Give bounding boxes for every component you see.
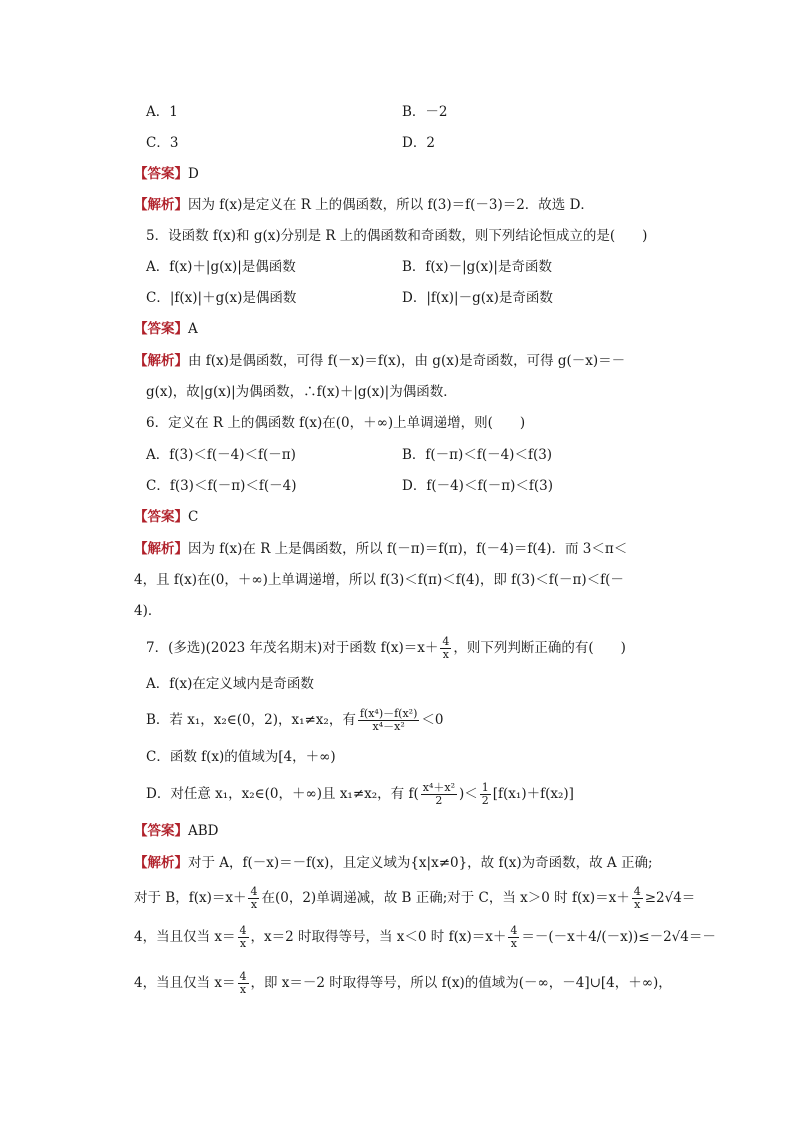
answer-tag: 【答案】 (134, 166, 188, 182)
denominator: x⁴－x² (372, 720, 405, 733)
fraction (248, 886, 259, 911)
q6-option-a: A．f(3)＜f(－4)＜f(－π) (146, 447, 296, 463)
denominator: 2 (481, 794, 489, 807)
q6-explanation-line2: 4，且 f(x)在(0，＋∞)上单调递增，所以 f(3)＜f(π)＜f(4)，即 f(3)＜f(－π)＜f(－ (134, 572, 624, 588)
text: ，x＝2 时取得等号，当 x＜0 时 f(x)＝x＋ (250, 929, 507, 945)
denominator: x (239, 983, 247, 996)
numerator: 4 (510, 924, 518, 937)
denominator: x (510, 937, 517, 950)
denominator: x (239, 937, 247, 950)
option-text: D．对任意 x₁，x₂∈(0，＋∞)且 x₁≠x₂，有 f (146, 786, 414, 802)
numerator: 4 (442, 635, 450, 648)
explanation-tag: 【解析】 (134, 353, 188, 369)
explanation-text: 对于 A，f(－x)＝－f(x)，且定义域为{x|x≠0}，故 f(x)为奇函数，故 A 正确; (188, 855, 653, 871)
explanation-text: 因为 f(x)是定义在 R 上的偶函数，所以 f(3)＝f(－3)＝2．故选 D． (188, 197, 594, 213)
explanation-text: 因为 f(x)在 R 上是偶函数，所以 f(－π)＝f(π)，f(－4)＝f(4)．而 3＜π＜ (188, 541, 628, 557)
q5-option-a: A．f(x)＋|g(x)|是偶函数 (146, 259, 296, 275)
answer-tag: 【答案】 (134, 823, 188, 839)
text: 4，当且仅当 x＝ (134, 975, 236, 991)
q7-option-a: A．f(x)在定义域内是奇函数 (146, 676, 314, 692)
text: 在(0，2)单调递减，故 B 正确;对于 C，当 x＞0 时 f(x)＝x＋ (261, 890, 630, 906)
q6-stem: 6．定义在 R 上的偶函数 f(x)在(0，＋∞)上单调递增，则( ) (146, 415, 526, 431)
option-tail: [f(x₁)＋f(x₂)] (492, 786, 574, 802)
q7-option-b (146, 708, 443, 733)
explanation-tag: 【解析】 (134, 197, 188, 213)
denominator: x (634, 898, 641, 911)
fraction (480, 782, 491, 807)
q5-option-c: C．|f(x)|＋g(x)是偶函数 (146, 290, 297, 306)
q5-stem: 5．设函数 f(x)和 g(x)分别是 R 上的偶函数和奇函数，则下列结论恒成立的是( ) (146, 228, 648, 244)
explanation-tag: 【解析】 (134, 855, 188, 871)
q5-explanation-line1 (134, 351, 734, 371)
fraction (238, 925, 249, 950)
fraction (358, 708, 420, 733)
fraction (508, 925, 519, 950)
numerator: f(x⁴)－f(x²) (359, 707, 418, 720)
q6-option-c: C．f(3)＜f(－π)＜f(－4) (146, 478, 297, 494)
q4-explanation (134, 195, 734, 215)
answer-value: C (188, 509, 199, 525)
q7-answer (134, 821, 734, 841)
answer-tag: 【答案】 (134, 321, 188, 337)
q7-stem-text: 7．(多选)(2023 年茂名期末)对于函数 f(x)＝x＋ (146, 640, 439, 656)
numerator: 1 (481, 781, 489, 794)
q6-option-b: B．f(－π)＜f(－4)＜f(3) (402, 447, 553, 463)
q7-explanation-line2 (134, 886, 734, 911)
numerator: 4 (239, 970, 247, 983)
fraction (440, 636, 451, 661)
numerator: 4 (633, 885, 641, 898)
q5-answer (134, 319, 734, 339)
numerator: 4 (239, 924, 247, 937)
fraction (421, 782, 457, 807)
q5-explanation-line2: g(x)，故|g(x)|为偶函数，∴f(x)＋|g(x)|为偶函数． (146, 384, 457, 400)
text: 4，当且仅当 x＝ (134, 929, 236, 945)
fraction (632, 886, 643, 911)
option-text: B．若 x₁，x₂∈(0，2)，x₁≠x₂，有 (146, 712, 356, 728)
fraction (238, 971, 249, 996)
q7-option-c: C．函数 f(x)的值域为[4，＋∞) (146, 749, 336, 765)
q7-stem (146, 636, 734, 661)
q6-explanation-line1 (134, 539, 734, 559)
explanation-text: 由 f(x)是偶函数，可得 f(－x)＝f(x)，由 g(x)是奇函数，可得 g(－x)＝－ (188, 353, 626, 369)
q4-option-d: D．2 (402, 135, 435, 151)
text: ＝－(－x＋4/(－x))≤－2√4＝－ (521, 929, 716, 945)
q7-explanation-line1 (134, 853, 734, 873)
q5-option-b: B．f(x)－|g(x)|是奇函数 (402, 259, 552, 275)
text: ≥2√4＝ (644, 890, 696, 906)
q7-explanation-line3 (134, 925, 734, 950)
text: ，即 x＝－2 时取得等号，所以 f(x)的值域为(－∞，－4]∪[4，＋∞)， (250, 975, 672, 991)
q7-explanation-line4 (134, 971, 734, 996)
answer-value: ABD (188, 823, 219, 839)
q4-option-c: C．3 (146, 135, 179, 151)
q4-option-a: A．1 (146, 104, 178, 120)
denominator: 2 (435, 794, 443, 807)
numerator: 4 (250, 885, 258, 898)
answer-tag: 【答案】 (134, 509, 188, 525)
numerator: x⁴＋x² (422, 781, 455, 794)
q4-answer (134, 164, 734, 184)
q7-option-d: D．对任意 x₁，x₂∈(0，＋∞)且 x₁≠x₂，有 f( $\frac{\text{x⁴＋x²}}{2}$ )＜ $\frac{1}{2}$ [f(x₁)＋f(x₂)] (146, 781, 574, 807)
denominator: x (442, 648, 449, 661)
option-mid: ＜ (464, 786, 478, 802)
answer-value: A (188, 321, 198, 337)
answer-value: D (188, 166, 199, 182)
explanation-tag: 【解析】 (134, 541, 188, 557)
q6-explanation-line3: 4)． (134, 603, 162, 619)
q7-stem-tail: ，则下列判断正确的有( ) (453, 640, 626, 656)
q4-option-b: B．－2 (402, 104, 448, 120)
q5-option-d: D．|f(x)|－g(x)是奇函数 (402, 290, 553, 306)
text: 对于 B，f(x)＝x＋ (134, 890, 247, 906)
q6-answer (134, 507, 734, 527)
q6-option-d: D．f(－4)＜f(－π)＜f(3) (402, 478, 553, 494)
option-tail: ＜0 (421, 712, 444, 728)
denominator: x (250, 898, 258, 911)
